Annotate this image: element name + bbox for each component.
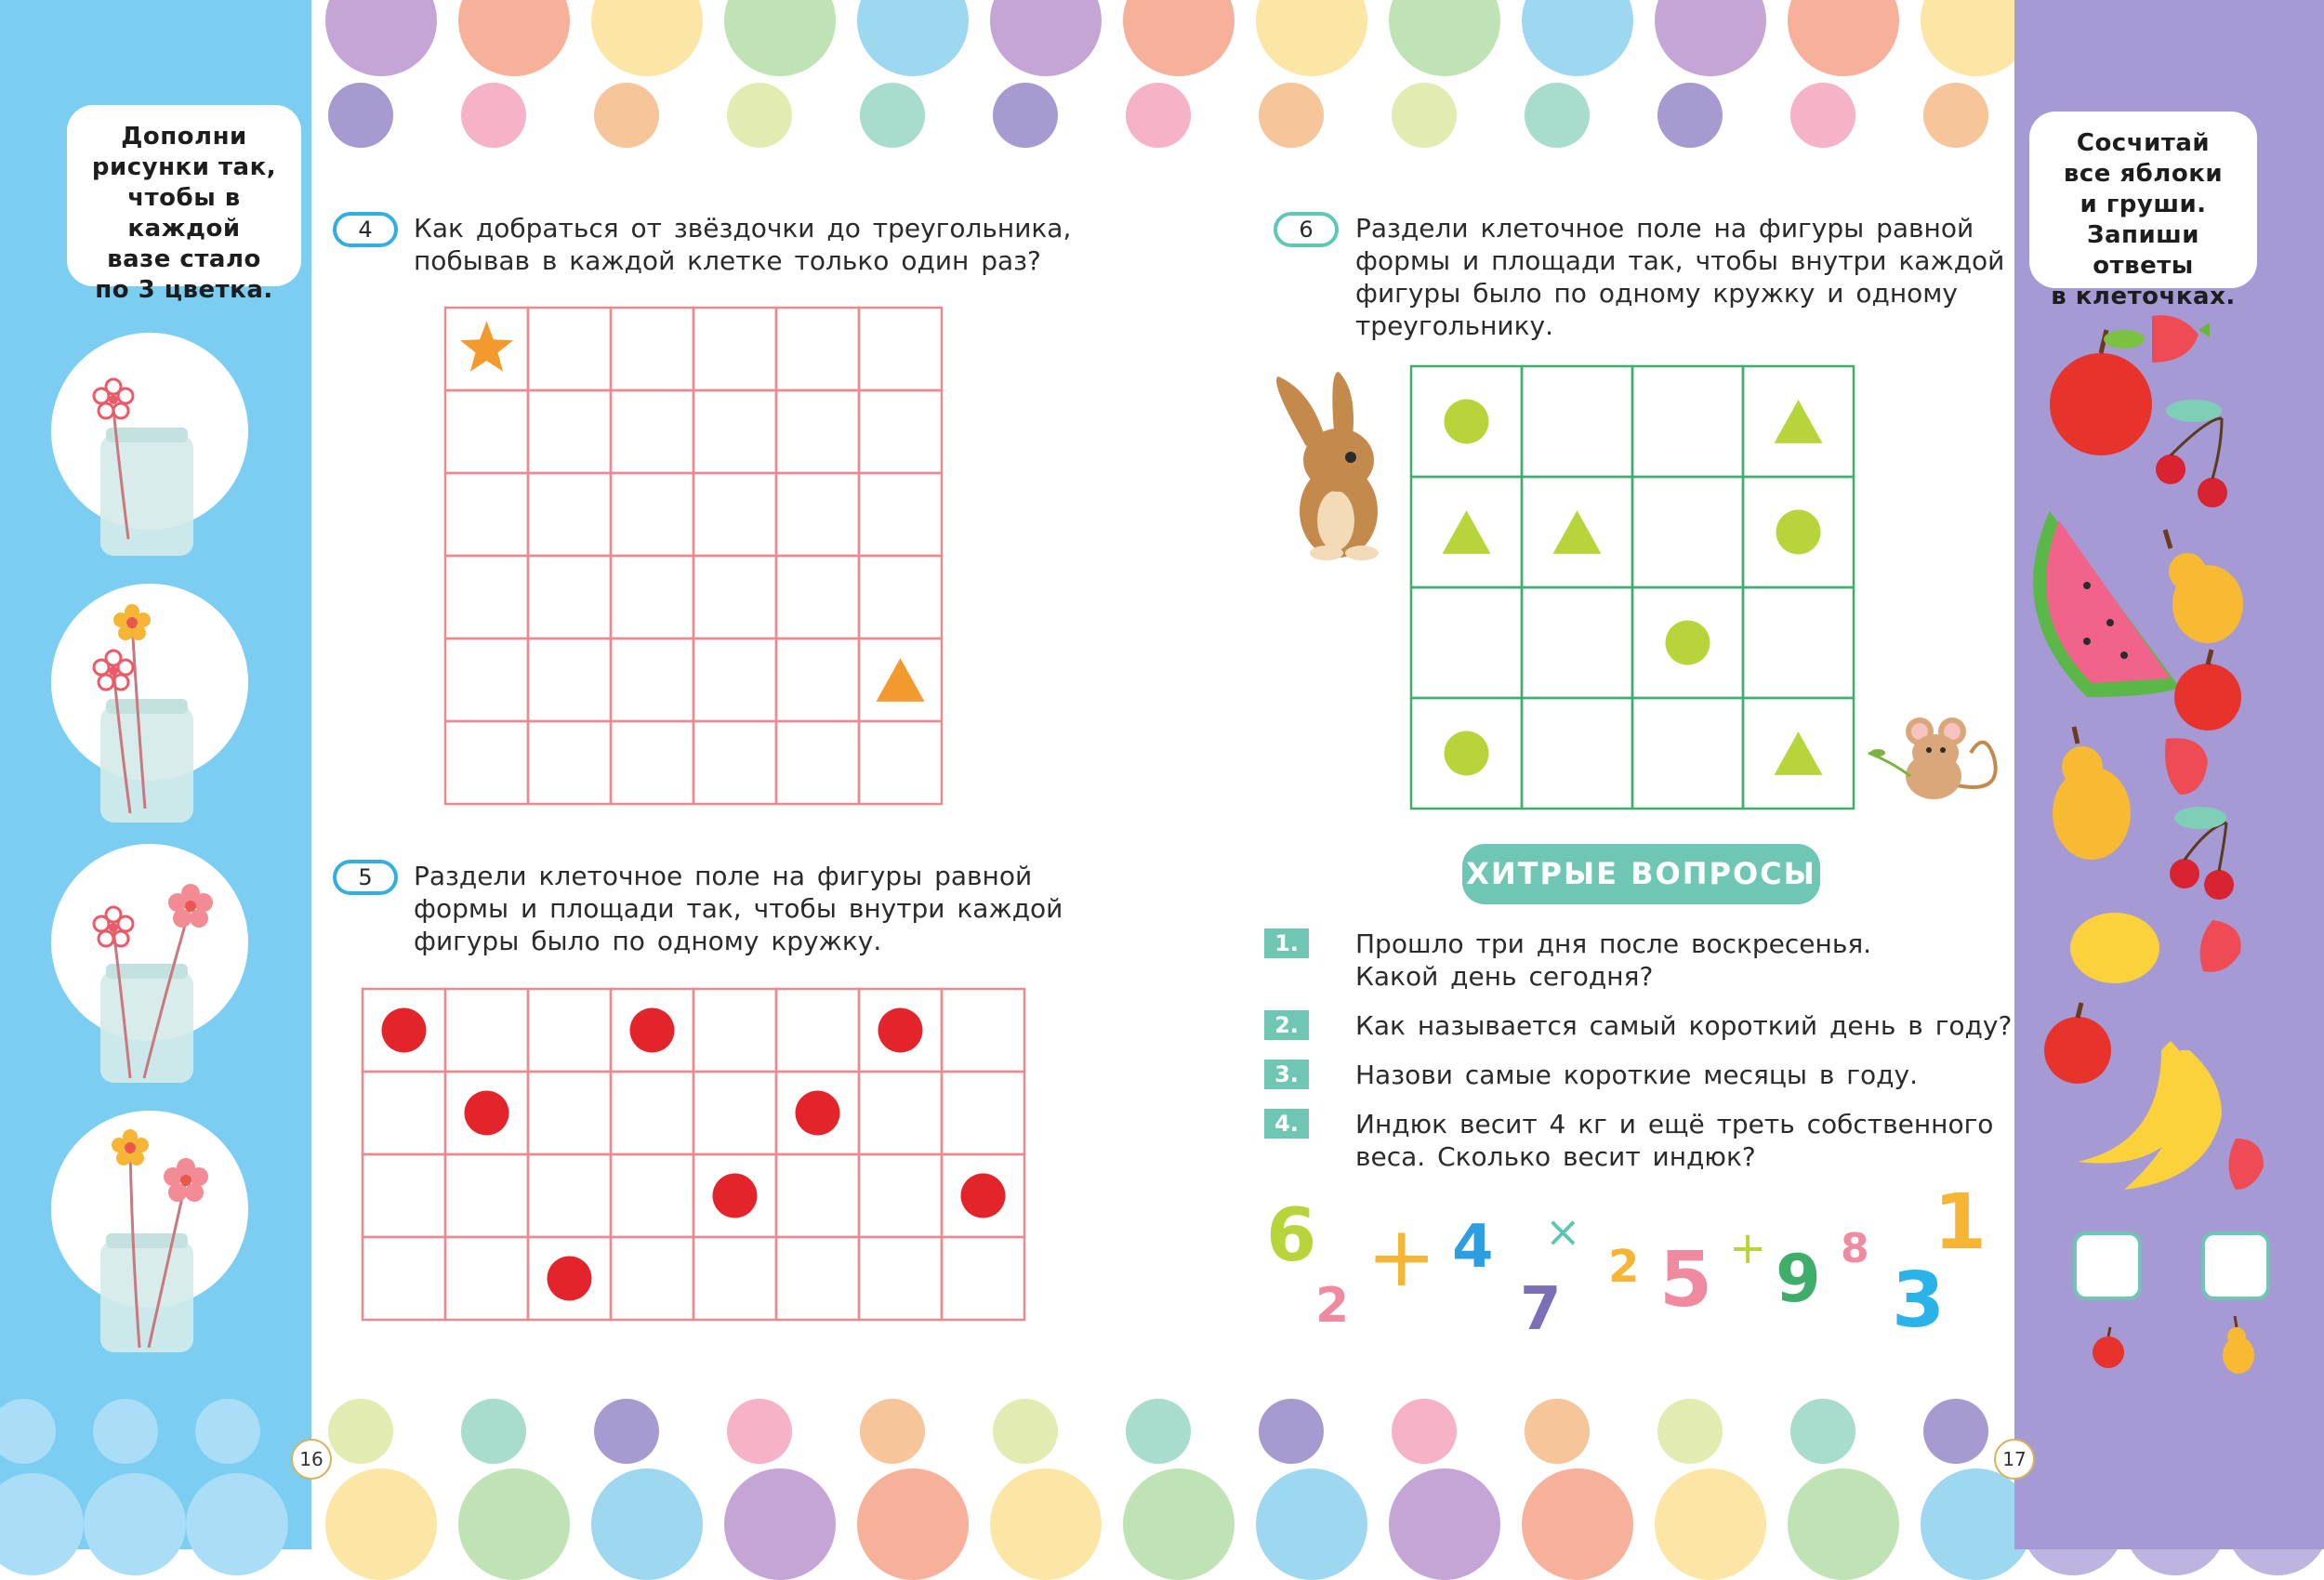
grid-cell [693, 1072, 776, 1154]
decor-symbol: + [1729, 1222, 1767, 1274]
left-instruction-line: чтобы в каждой [127, 184, 241, 243]
grid-cell [528, 721, 611, 804]
triangle-marker [1553, 510, 1602, 554]
decor-number: 3 [1892, 1257, 1946, 1345]
task-5-number: 5 [333, 860, 398, 895]
grid-cell [445, 556, 528, 639]
polka-dot [727, 1399, 792, 1464]
polka-dot [727, 83, 792, 148]
grid-cell [611, 1154, 693, 1237]
flower-icon [94, 651, 133, 690]
strawberry-icon [2200, 920, 2241, 972]
polka-dot [1392, 83, 1457, 148]
right-instruction-line: и груши. [2080, 191, 2207, 218]
strawberry-icon [2152, 315, 2210, 362]
decor-number: 5 [1659, 1236, 1713, 1324]
page-number-right: 17 [1994, 1439, 2035, 1480]
polka-dot [1790, 83, 1855, 148]
polka-dot [990, 0, 1102, 76]
polka-dot [1259, 83, 1324, 148]
circle-marker [465, 1091, 509, 1136]
task-6-number: 6 [1274, 212, 1339, 247]
polka-dot [1126, 83, 1191, 148]
right-instruction-line: все яблоки [2063, 160, 2224, 188]
grid-cell [528, 556, 611, 639]
grid-cell [611, 639, 693, 721]
grid-cell [528, 1154, 611, 1237]
grid-cell [611, 1072, 693, 1154]
grid-cell [611, 473, 693, 556]
task-4-line: Как добраться от звёздочки до треугольника, [414, 213, 1072, 244]
flower-icon [94, 379, 133, 418]
polka-dot [1123, 0, 1235, 76]
grid-cell [445, 989, 528, 1072]
task-6-text [1355, 212, 2004, 342]
task-4-line: побывав в каждой клетке только один раз? [414, 245, 1041, 276]
grid-cell [611, 1237, 693, 1320]
polka-dot [325, 1468, 437, 1580]
circle-marker [1445, 400, 1489, 444]
decor-symbol: × [1545, 1206, 1581, 1257]
polka-dot [328, 1399, 393, 1464]
grid-cell [693, 989, 776, 1072]
question-1-line: Прошло три дня после воскресенья. [1355, 928, 1872, 959]
grid-cell [528, 473, 611, 556]
flower-icon [94, 907, 133, 946]
circle-marker [713, 1174, 758, 1218]
watermelon-icon [2033, 511, 2180, 697]
polka-dot [1923, 83, 1988, 148]
grid-cell [693, 721, 776, 804]
polka-dot [724, 0, 836, 76]
flower-icon [112, 1129, 149, 1165]
lemon-icon [2070, 913, 2159, 983]
right-instruction-line: в клеточках. [2051, 283, 2236, 310]
grid-cell [528, 639, 611, 721]
task-5-text [414, 860, 1063, 957]
triangle-marker [877, 658, 925, 702]
decor-number: 8 [1841, 1225, 1869, 1272]
polka-dot [1655, 1468, 1766, 1580]
triangle-marker [1775, 731, 1823, 775]
grid-cell [528, 308, 611, 390]
grid-cell [528, 989, 611, 1072]
polka-dot [1923, 1399, 1988, 1464]
apple-icon [2090, 1324, 2127, 1371]
question-1-text [1355, 928, 1871, 993]
triangle-marker [1443, 510, 1491, 554]
right-instruction-line: Сосчитай [2076, 129, 2211, 157]
flower-icon [168, 884, 213, 928]
grid-cell [776, 390, 859, 473]
decor-number: 6 [1266, 1194, 1317, 1278]
grid-cell [445, 1237, 528, 1320]
polka-dot [993, 83, 1058, 148]
pear-icon [2053, 727, 2131, 860]
polka-dot [591, 1468, 703, 1580]
task-5-line: формы и площади так, чтобы внутри каждой [414, 893, 1063, 924]
polka-dot [591, 0, 703, 76]
polka-dot [860, 1399, 925, 1464]
fruit-collage [2022, 307, 2310, 1376]
question-4-badge: 4. [1264, 1109, 1309, 1139]
grid-cell [611, 721, 693, 804]
left-instruction-line: по 3 цветка. [95, 276, 273, 304]
polka-dot [724, 1468, 836, 1580]
grid-cell [859, 1154, 942, 1237]
polka-dot [84, 1473, 186, 1575]
polka-dot [328, 83, 393, 148]
polka-dot [195, 1399, 260, 1464]
grid-cell [942, 1237, 1024, 1320]
question-2-line: Как называется самый короткий день в году? [1355, 1010, 2013, 1041]
polka-dot [1256, 1468, 1367, 1580]
question-4-line: Индюк весит 4 кг и ещё треть собственного [1355, 1109, 1994, 1139]
grid-cell [776, 308, 859, 390]
circle-marker [1776, 510, 1821, 555]
decor-number: 9 [1776, 1241, 1821, 1317]
polka-dot [458, 1468, 570, 1580]
grid-cell [363, 1237, 445, 1320]
vase-2-illustration [93, 604, 205, 827]
grid-cell [611, 556, 693, 639]
polka-dot [461, 83, 526, 148]
left-instruction-line: вазе стало [107, 245, 261, 273]
vase-1-illustration [93, 362, 205, 567]
flower-icon [113, 604, 151, 640]
polka-dot [1389, 0, 1500, 76]
polka-dot [1522, 1468, 1633, 1580]
grid-cell [445, 721, 528, 804]
polka-dot [1392, 1399, 1457, 1464]
grid-cell [776, 473, 859, 556]
grid-cell [1522, 587, 1632, 698]
polka-dot [1522, 0, 1633, 76]
grid-cell [859, 1237, 942, 1320]
grid-cell [693, 639, 776, 721]
polka-dot [1788, 1468, 1899, 1580]
task-5-grid[interactable] [362, 988, 1027, 1321]
grid-cell [859, 721, 942, 804]
polka-dot [860, 83, 925, 148]
grid-cell [445, 1154, 528, 1237]
grid-cell [611, 308, 693, 390]
apple-icon [2044, 1003, 2111, 1084]
polka-dot [594, 83, 659, 148]
decor-number: 4 [1452, 1213, 1494, 1282]
polka-dot [1657, 1399, 1723, 1464]
polka-dot [325, 0, 437, 76]
grid-cell [859, 308, 942, 390]
grid-cell [776, 556, 859, 639]
grid-cell [693, 390, 776, 473]
task-4-number: 4 [333, 212, 398, 247]
page-number-left: 16 [291, 1439, 332, 1480]
flower-icon [164, 1158, 208, 1202]
pear-icon [2165, 530, 2243, 643]
grid-cell [528, 390, 611, 473]
vase-4-illustration [93, 1125, 232, 1357]
question-1-line: Какой день сегодня? [1355, 961, 1654, 992]
apple-icon [2050, 330, 2152, 455]
grid-cell [776, 1154, 859, 1237]
decor-number: 2 [1315, 1278, 1350, 1334]
task-5-line: Раздели клеточное поле на фигуры равной [414, 861, 1033, 891]
task-6-grid[interactable] [1410, 365, 1855, 810]
polka-dot [1389, 1468, 1500, 1580]
grid-cell [693, 473, 776, 556]
grid-cell [693, 556, 776, 639]
cherries-icon [2156, 400, 2227, 507]
right-instruction-bubble [2029, 112, 2257, 310]
polka-dot [1655, 0, 1766, 76]
triangle-marker [1775, 400, 1823, 443]
grid-cell [611, 390, 693, 473]
tricky-questions-banner: ХИТРЫЕ ВОПРОСЫ [1462, 844, 1820, 904]
circle-marker [1666, 621, 1710, 665]
grid-cell [693, 1237, 776, 1320]
polka-dot [1657, 83, 1723, 148]
left-instruction-bubble [67, 105, 301, 304]
polka-dot [1790, 1399, 1855, 1464]
circle-marker [1445, 731, 1489, 776]
question-3-text [1355, 1059, 1918, 1091]
grid-cell [363, 1072, 445, 1154]
cherries-icon [2170, 807, 2234, 900]
question-4-text [1355, 1108, 1993, 1173]
grid-cell [445, 639, 528, 721]
question-2-text [1355, 1009, 2012, 1042]
vase-3-illustration [93, 874, 232, 1087]
question-3-badge: 3. [1264, 1060, 1309, 1089]
polka-dot [1126, 1399, 1191, 1464]
right-instruction-line: Запиши ответы [2086, 221, 2200, 280]
circle-marker [382, 1008, 427, 1053]
circle-marker [548, 1257, 592, 1301]
pears-answer-box[interactable] [2201, 1231, 2270, 1300]
left-instruction-line: Дополни [121, 123, 247, 151]
apple-icon [2174, 650, 2241, 731]
polka-dot [1525, 1399, 1590, 1464]
grid-cell [859, 390, 942, 473]
grid-cell [776, 989, 859, 1072]
polka-dot [990, 1468, 1102, 1580]
polka-dot [1259, 1399, 1324, 1464]
decor-number: 7 [1520, 1275, 1562, 1344]
apples-answer-box[interactable] [2073, 1231, 2142, 1300]
decor-symbol: + [1367, 1208, 1437, 1306]
polka-dot [594, 1399, 659, 1464]
polka-dot [1256, 0, 1367, 76]
circle-marker [961, 1174, 1006, 1218]
left-instruction-line: рисунки так, [91, 153, 277, 181]
polka-dot [857, 0, 969, 76]
polka-dot [461, 1399, 526, 1464]
grid-cell [1411, 587, 1522, 698]
star-icon [460, 322, 513, 372]
strawberry-icon [2165, 738, 2208, 795]
strawberry-icon [2229, 1139, 2265, 1190]
circle-marker [630, 1008, 675, 1053]
grid-cell [776, 1237, 859, 1320]
grid-cell [859, 556, 942, 639]
question-2-badge: 2. [1264, 1010, 1309, 1040]
circle-marker [796, 1091, 840, 1136]
task-6-line: Раздели клеточное поле на фигуры равной [1355, 213, 1974, 244]
decor-number: 1 [1934, 1178, 1987, 1267]
polka-dot [1525, 83, 1590, 148]
grid-cell [859, 473, 942, 556]
polka-dot [1123, 1468, 1235, 1580]
grid-cell [942, 1072, 1024, 1154]
task-6-line: треугольнику. [1355, 310, 1554, 341]
grid-cell [776, 639, 859, 721]
grid-cell [1632, 698, 1743, 809]
grid-cell [693, 308, 776, 390]
grid-cell [1522, 366, 1632, 477]
task-6-line: фигуры было по одному кружку и одному [1355, 278, 1958, 309]
grid-cell [1522, 698, 1632, 809]
question-1-badge: 1. [1264, 928, 1309, 958]
grid-cell [445, 473, 528, 556]
polka-dot [1788, 0, 1899, 76]
decor-number: 2 [1608, 1241, 1640, 1293]
question-3-line: Назови самые короткие месяцы в году. [1355, 1060, 1918, 1090]
polka-dot [93, 1399, 158, 1464]
pear-icon [2220, 1310, 2257, 1376]
task-4-grid[interactable] [444, 307, 946, 809]
polka-dot [857, 1468, 969, 1580]
grid-cell [1743, 587, 1854, 698]
grid-cell [1632, 477, 1743, 587]
task-4-text [414, 212, 1071, 277]
task-5-line: фигуры было по одному кружку. [414, 926, 882, 956]
grid-cell [445, 390, 528, 473]
rabbit-icon [1269, 372, 1399, 567]
task-6-line: формы и площади так, чтобы внутри каждой [1355, 245, 2005, 276]
polka-dot [993, 1399, 1058, 1464]
polka-dot [458, 0, 570, 76]
circle-marker [878, 1008, 923, 1053]
mouse-icon [1864, 711, 2003, 813]
grid-cell [942, 989, 1024, 1072]
grid-cell [1632, 366, 1743, 477]
grid-cell [776, 721, 859, 804]
grid-cell [859, 1072, 942, 1154]
question-4-line: веса. Сколько весит индюк? [1355, 1141, 1756, 1172]
grid-cell [528, 1072, 611, 1154]
grid-cell [363, 1154, 445, 1237]
polka-dot [186, 1473, 288, 1575]
